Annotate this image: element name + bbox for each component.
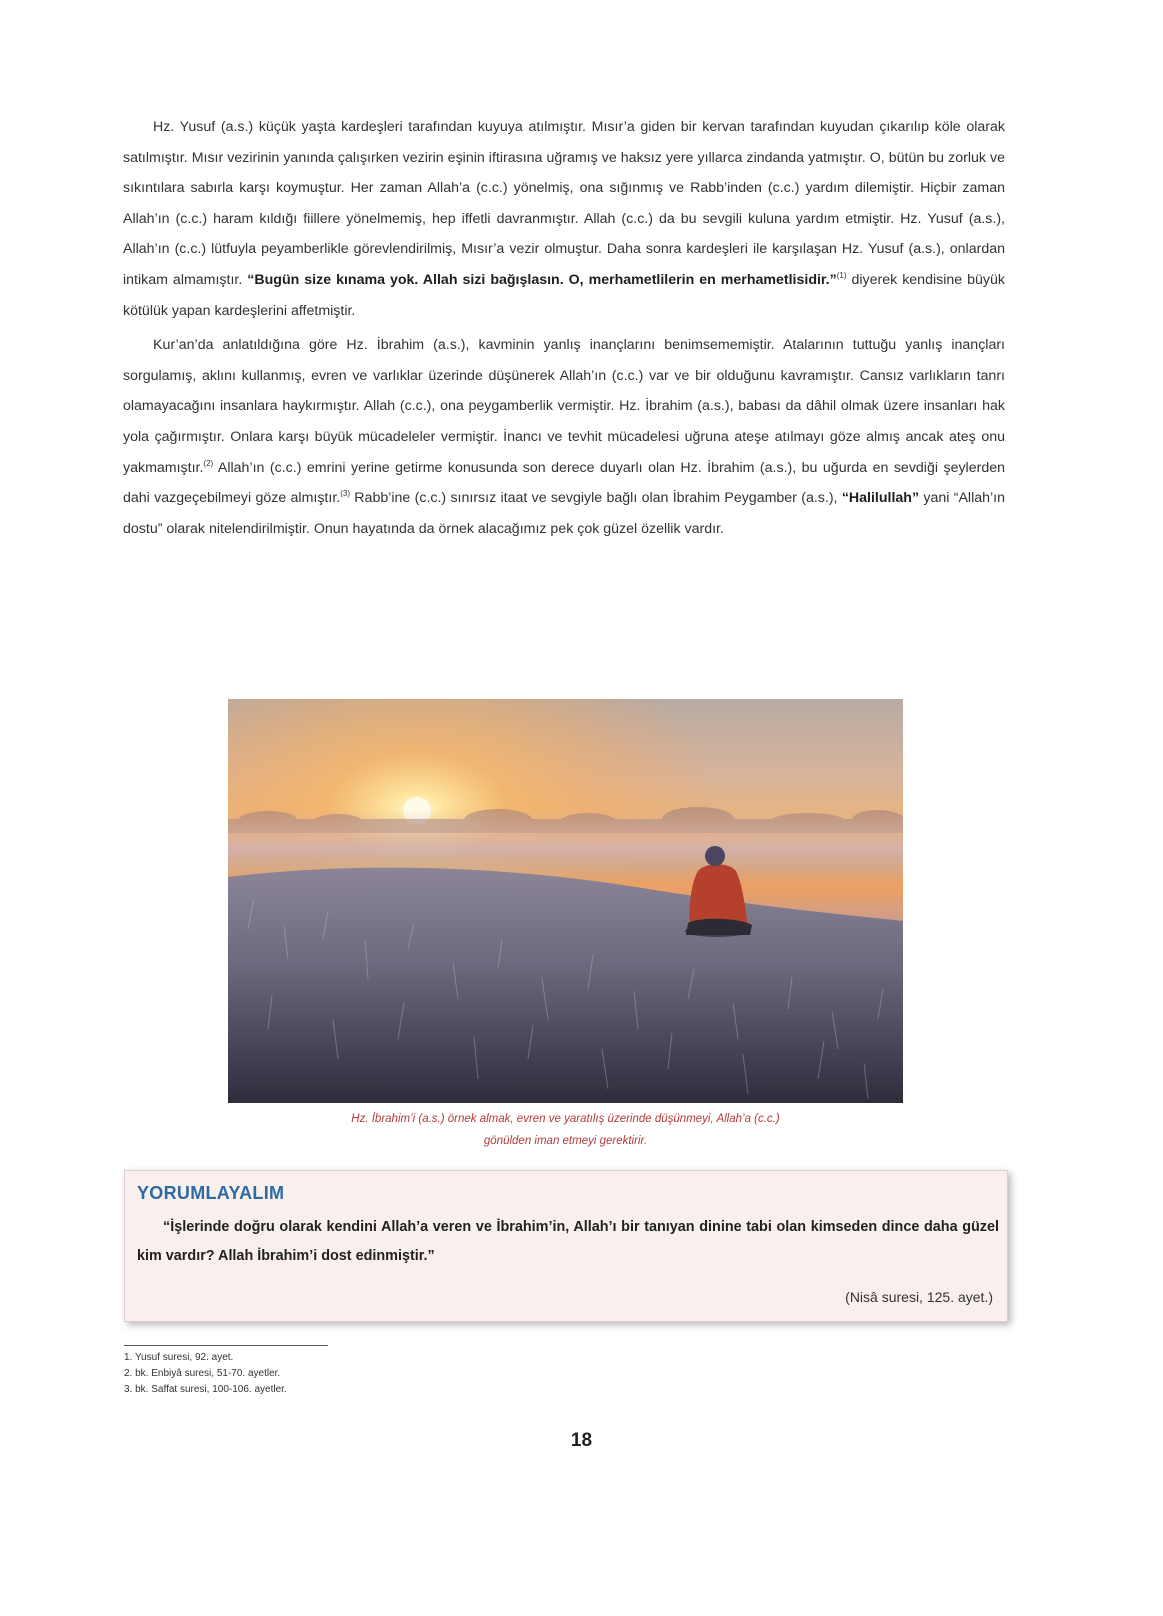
caption-line: Hz. İbrahim’i (a.s.) örnek almak, evren ve yaratılış üzerinde düşünmeyi, Allah’a (c.c.)	[351, 1113, 780, 1125]
footnotes	[124, 1350, 287, 1398]
verse-quote: “İşlerinde doğru olarak kendini Allah’a veren ve İbrahim’in, Allah’ı bir tanıyan dinine tabi olan kimseden dince daha güzel kim vardır? Allah İbrahim’i dost edinmiştir.”	[137, 1219, 999, 1264]
footnote-ref[interactable]: (3)	[340, 489, 350, 499]
box-title: YORUMLAYALIM	[137, 1183, 285, 1203]
quote-bold: “Bugün size kınama yok. Allah sizi bağışlasın. O, merhametlilerin en merhametlisidir.”	[247, 271, 837, 288]
caption-line: gönülden iman etmeyi gerektirir.	[483, 1135, 648, 1147]
paragraph-text: Rabb’ine (c.c.) sınırsız itaat ve sevgiyle bağlı olan İbrahim Peygamber (a.s.),	[349, 490, 842, 507]
photo-caption	[228, 1108, 903, 1152]
yorumlayalim-box	[124, 1170, 1008, 1322]
footnote-divider	[124, 1345, 328, 1346]
body-text	[123, 112, 1005, 544]
photo-illustration	[228, 699, 903, 1103]
paragraph-text: yani “Allah’ın dostu” olarak nitelendirilmiştir. Onun hayatında da örnek alacağımız pek çok güzel özellik vardır.	[123, 490, 1005, 537]
paragraph-yusuf	[123, 112, 1005, 326]
footnote-2: 2. bk. Enbiyâ suresi, 51-70. ayetler.	[124, 1368, 281, 1379]
verse-source: (Nisâ suresi, 125. ayet.)	[845, 1289, 993, 1305]
paragraph-text: Kur’an’da anlatıldığına göre Hz. İbrahim (a.s.), kavminin yanlış inançlarını benimsememiştir. Atalarının tuttuğu yanlış inançları sorgulamış, aklını kullanmış, evren ve varlıklar üzerinde düşünerek Allah’ın (c.c.) var ve bir olduğunu kavramıştır. Cansız varlıkların tanrı olamayacağını insanlara haykırmıştır. Allah (c.c.), ona peygamberlik vermiştir. Hz. İbrahim (a.s.), babası da dâhil olmak üzere insanları hak yola çağırmıştır. Onlara karşı büyük mücadeleler vermiştir. İnancı ve tevhit mücadelesi uğruna ateşe atılmayı göze almış ancak ateş onu yakmamıştır.	[123, 337, 1005, 476]
paragraph-text: diyerek kendisine büyük kötülük yapan kardeşlerini affetmiştir.	[123, 271, 1005, 319]
footnote-ref[interactable]: (1)	[836, 270, 847, 280]
paragraph-text: Allah’ın (c.c.) emrini yerine getirme konusunda son derece duyarlı olan Hz. İbrahim (a.s.), bu uğurda en sevdiği şeylerden dahi vazgeçebilmeyi göze almıştır.	[123, 459, 1005, 507]
paragraph-text: Hz. Yusuf (a.s.) küçük yaşta kardeşleri tarafından kuyuya atılmıştır. Mısır’a giden bir kervan tarafından kuyudan çıkarılıp köle olarak satılmıştır. Mısır vezirinin yanında çalışırken vezirin eşinin iftirasına uğramış ve haksız yere yıllarca zindanda yatmıştır. O, bütün bu zorluk ve sıkıntılara sabırla karşı koymuştur. Her zaman Allah’a (c.c.) yönelmiş, ona sığınmış ve Rabb’inden (c.c.) yardım dilemiştir. Hiçbir zaman Allah’ın (c.c.) haram kıldığı fiillere yönelmemiş, hep iffetli davranmıştır. Allah (c.c.) da bu sevgili kuluna yardım etmiştir. Hz. Yusuf (a.s.), Allah’ın (c.c.) lütfuyla peyamberlikle görevlendirilmiş, Mısır’a vezir olmuştur. Daha sonra kardeşleri ile karşılaşan Hz. Yusuf (a.s.), onlardan intikam almamıştır.	[123, 119, 1005, 288]
term-bold: “Halilullah”	[841, 490, 920, 507]
footnote-ref[interactable]: (2)	[203, 458, 214, 468]
sunrise-prayer-photo	[228, 699, 903, 1103]
footnote-3: 3. bk. Saffat suresi, 100-106. ayetler.	[124, 1384, 287, 1395]
page-number: 18	[570, 1430, 593, 1451]
footnote-1: 1. Yusuf suresi, 92. ayet.	[124, 1352, 234, 1363]
paragraph-ibrahim	[123, 330, 1005, 544]
